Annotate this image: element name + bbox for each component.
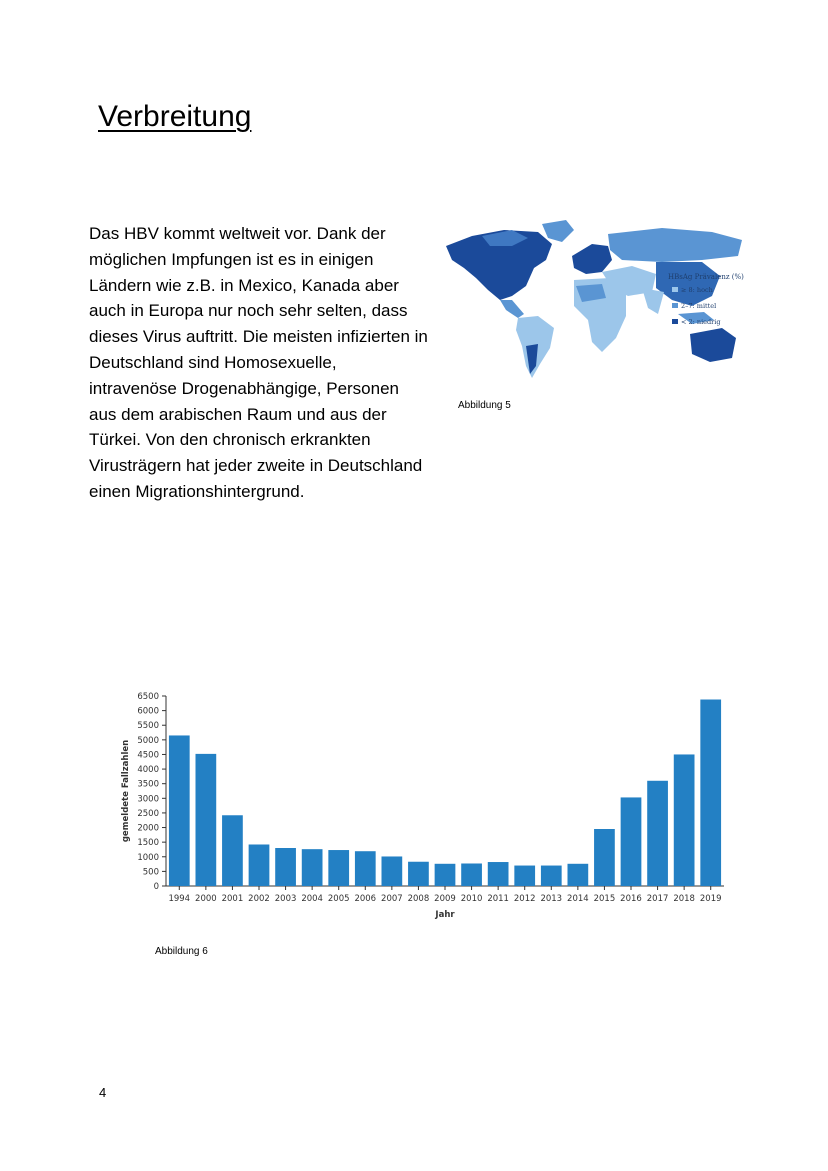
legend-item-medium: 2–7: mittel xyxy=(681,302,717,310)
world-map-graphic xyxy=(442,216,758,380)
bar-2001 xyxy=(222,815,243,886)
map-legend-title: HBsAg Prävalenz (%) xyxy=(668,273,744,281)
y-tick-label: 2500 xyxy=(137,808,159,819)
legend-swatch-high xyxy=(672,287,678,292)
x-tick-label: 2006 xyxy=(354,894,377,904)
y-tick-label: 4500 xyxy=(137,750,159,761)
bar-2015 xyxy=(594,829,615,886)
x-tick-label: 2012 xyxy=(513,894,536,904)
bar-2008 xyxy=(408,862,429,886)
y-tick-label: 2000 xyxy=(137,823,159,834)
page-heading: Verbreitung xyxy=(98,100,252,133)
x-tick-label: 2001 xyxy=(221,894,244,904)
y-tick-label: 4000 xyxy=(137,765,159,776)
page-number: 4 xyxy=(99,1085,107,1100)
bar-2003 xyxy=(275,848,296,886)
bar-2014 xyxy=(567,864,588,886)
x-tick-label: 2011 xyxy=(487,894,509,904)
bar-2013 xyxy=(541,866,562,886)
y-tick-label: 5500 xyxy=(137,721,159,732)
bar-2010 xyxy=(461,863,482,886)
y-tick-label: 1000 xyxy=(137,852,159,863)
bar-2018 xyxy=(674,754,695,886)
x-tick-label: 2019 xyxy=(699,894,722,904)
x-axis-title: Jahr xyxy=(435,910,455,920)
x-tick-label: 2004 xyxy=(301,894,323,904)
world-prevalence-map xyxy=(442,216,758,380)
x-tick-label: 2015 xyxy=(593,894,616,904)
bar-2006 xyxy=(355,851,376,886)
x-tick-label: 2005 xyxy=(327,894,350,904)
y-tick-label: 5000 xyxy=(137,735,159,746)
x-tick-label: 1994 xyxy=(168,894,191,904)
bar-2019 xyxy=(700,700,721,886)
bar-2007 xyxy=(381,856,402,886)
bar-2017 xyxy=(647,781,668,886)
x-tick-label: 2010 xyxy=(460,894,483,904)
bar-2005 xyxy=(328,850,349,886)
case-numbers-chart xyxy=(112,686,732,926)
y-tick-label: 0 xyxy=(153,882,159,892)
x-tick-label: 2009 xyxy=(434,894,456,904)
y-tick-label: 500 xyxy=(142,867,159,878)
bar-2002 xyxy=(249,844,270,886)
bar-2012 xyxy=(514,866,535,886)
x-tick-label: 2014 xyxy=(567,894,589,904)
figure-6-caption: Abbildung 6 xyxy=(155,946,208,957)
bar-2004 xyxy=(302,849,323,886)
x-tick-label: 2007 xyxy=(381,894,403,904)
bar-1994 xyxy=(169,735,190,886)
y-axis-title: gemeldete Fallzahlen xyxy=(121,739,131,843)
legend-item-low: < 2: niedrig xyxy=(681,318,721,326)
bar-chart-svg xyxy=(112,686,732,926)
bar-2000 xyxy=(195,754,216,886)
bar-2011 xyxy=(488,862,509,886)
y-tick-label: 6500 xyxy=(137,692,159,702)
x-tick-label: 2017 xyxy=(646,894,669,904)
x-tick-label: 2013 xyxy=(540,894,563,904)
x-tick-label: 2003 xyxy=(274,894,297,904)
y-tick-label: 1500 xyxy=(137,838,159,849)
figure-5-caption: Abbildung 5 xyxy=(458,400,511,411)
bar-2009 xyxy=(435,864,456,886)
legend-item-high: ≥ 8: hoch xyxy=(681,286,713,294)
x-tick-label: 2008 xyxy=(407,894,430,904)
body-paragraph: Das HBV kommt weltweit vor. Dank der möglichen Impfungen ist es in einigen Ländern wie z.B. in Mexico, Kanada aber auch in Europa nur noch sehr selten, dass dieses Virus auftritt. Die meisten infizierten in Deutschland sind Homosexuelle, intravenöse Drogenabhängige, Personen aus dem arabischen Raum und aus der Türkei. Von den chronisch erkrankten Virusträgern hat jeder zweite in Deutschland einen Migrationshintergrund. xyxy=(89,224,428,501)
x-tick-label: 2016 xyxy=(620,894,642,904)
legend-swatch-low xyxy=(672,319,678,324)
y-tick-label: 6000 xyxy=(137,706,159,717)
x-tick-label: 2002 xyxy=(248,894,270,904)
legend-swatch-medium xyxy=(672,303,678,308)
bar-2016 xyxy=(621,797,642,886)
x-tick-label: 2000 xyxy=(195,894,217,904)
x-tick-label: 2018 xyxy=(673,894,695,904)
y-tick-label: 3500 xyxy=(137,779,159,790)
y-tick-label: 3000 xyxy=(137,794,159,805)
